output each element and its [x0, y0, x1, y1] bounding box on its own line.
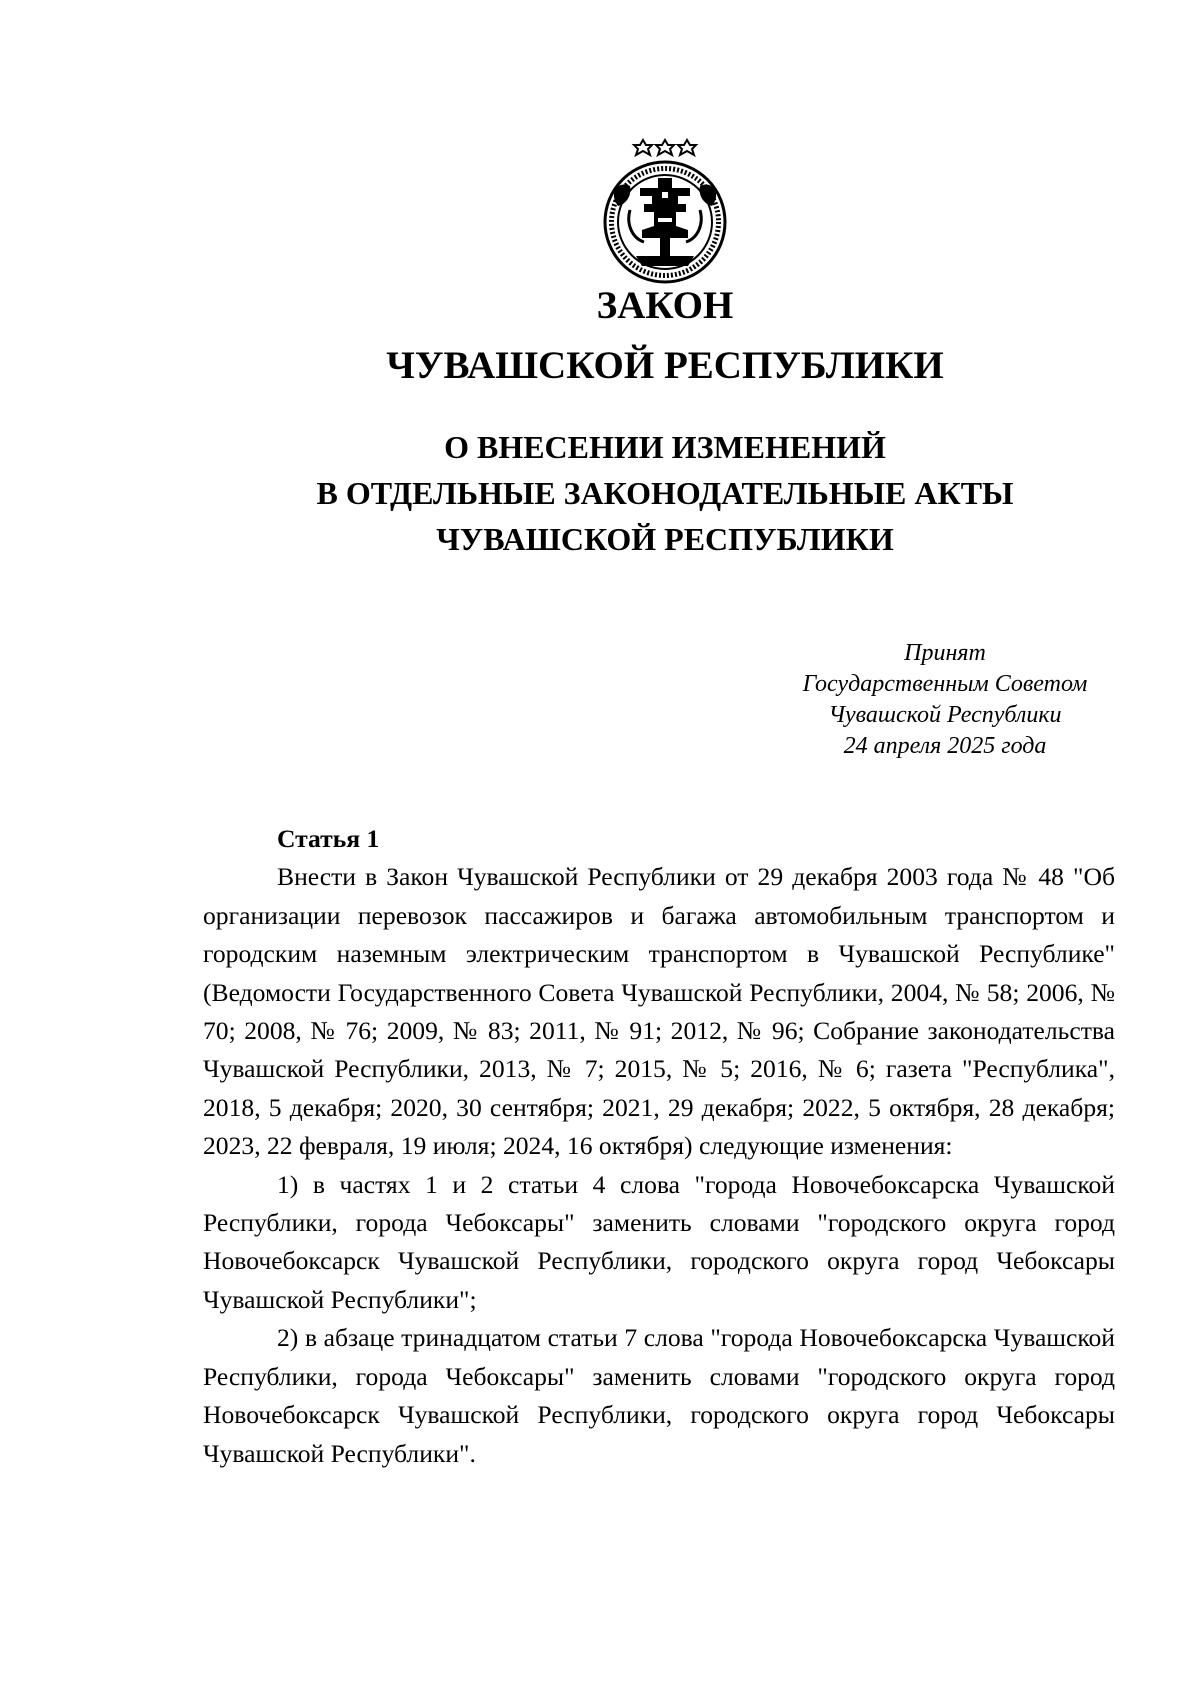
law-title [0, 276, 1200, 396]
law-subtitle-line2: В ОТДЕЛЬНЫЕ ЗАКОНОДАТЕЛЬНЫЕ АКТЫ [316, 475, 1014, 511]
article-item-1: 1) в частях 1 и 2 статьи 4 слова "города Новочебоксарска Чувашской Республики, города Чебоксары" заменить словами "городского округа город Новочебоксарск Чувашской Республики, городского округа город Чебоксары Чувашской Республики"; [203, 1169, 1115, 1314]
law-subtitle [0, 424, 1200, 562]
law-title-line2: ЧУВАШСКОЙ РЕСПУБЛИКИ [386, 344, 944, 387]
adoption-line1: Принят [904, 640, 986, 666]
article-1 [203, 820, 1115, 1473]
article-intro-paragraph: Внести в Закон Чувашской Республики от 29 декабря 2003 года № 48 "Об организации перевозок пассажиров и багажа автомобильным транспортом и городским наземным электрическим транспортом в Чувашской Республике" (Ведомости Государственного Совета Чувашской Республики, 2004, № 58; 2006, № 70; 2008, № 76; 2009, № 83; 2011, № 91; 2012, № 96; Собрание законодательства Чувашской Республики, 2013, № 7; 2015, № 5; 2016, № 6; газета "Республика", 2018, 5 декабря; 2020, 30 сентября; 2021, 29 декабря; 2022, 5 октября, 28 декабря; 2023, 22 февраля, 19 июля; 2024, 16 октября) следующие изменения: [203, 862, 1115, 1161]
law-title-line1: ЗАКОН [596, 284, 734, 327]
article-heading: Статья 1 [277, 824, 380, 853]
adoption-date: 24 апреля 2025 года [843, 733, 1047, 759]
law-subtitle-line3: ЧУВАШСКОЙ РЕСПУБЛИКИ [436, 521, 894, 557]
adoption-line2: Государственным Советом [802, 671, 1088, 697]
chuvash-republic-coat-of-arms-icon [600, 138, 730, 288]
adoption-note [770, 638, 1120, 762]
article-item-2: 2) в абзаце тринадцатом статьи 7 слова "города Новочебоксарска Чувашской Республики, города Чебоксары" заменить словами "городского округа город Новочебоксарск Чувашской Республики, городского округа город Чебоксары Чувашской Республики". [203, 1323, 1115, 1468]
adoption-line3: Чувашской Республики [828, 702, 1062, 728]
law-subtitle-line1: О ВНЕСЕНИИ ИЗМЕНЕНИЙ [444, 429, 886, 465]
